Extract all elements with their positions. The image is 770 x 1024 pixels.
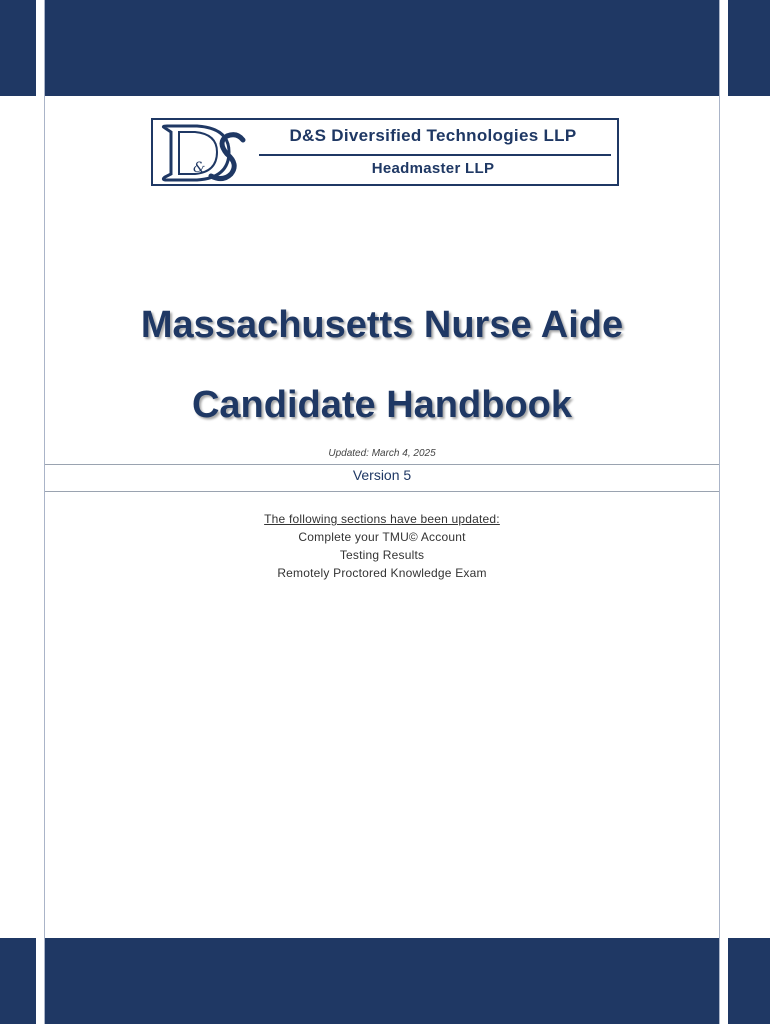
ds-monogram-icon bbox=[157, 122, 251, 184]
logo-company-name: D&S Diversified Technologies LLP bbox=[289, 126, 577, 145]
company-logo bbox=[151, 118, 619, 186]
logo-subsidiary-name: Headmaster LLP bbox=[371, 160, 495, 177]
right-margin bbox=[720, 0, 728, 1024]
version-label: Version 5 bbox=[352, 467, 412, 483]
document-page bbox=[44, 0, 720, 1024]
footer-band bbox=[45, 938, 719, 1024]
updated-date: Updated: March 4, 2025 bbox=[328, 448, 436, 459]
left-margin bbox=[36, 0, 44, 1024]
version-bottom-rule bbox=[45, 491, 719, 492]
version-top-rule bbox=[45, 464, 719, 465]
document-title-line-1: Massachusetts Nurse Aide bbox=[140, 304, 624, 346]
logo-divider bbox=[259, 154, 611, 156]
document-title-line-2: Candidate Handbook bbox=[191, 384, 573, 426]
updated-section-item: Remotely Proctored Knowledge Exam bbox=[277, 566, 487, 580]
left-strip-gap bbox=[0, 96, 36, 938]
right-strip-gap bbox=[728, 96, 770, 938]
updated-section-item: Testing Results bbox=[339, 548, 425, 562]
updated-sections bbox=[45, 510, 719, 582]
header-band bbox=[45, 0, 719, 96]
updated-section-item: Complete your TMU© Account bbox=[298, 530, 466, 544]
updated-sections-heading: The following sections have been updated: bbox=[264, 512, 500, 526]
svg-text:&: & bbox=[193, 160, 206, 176]
